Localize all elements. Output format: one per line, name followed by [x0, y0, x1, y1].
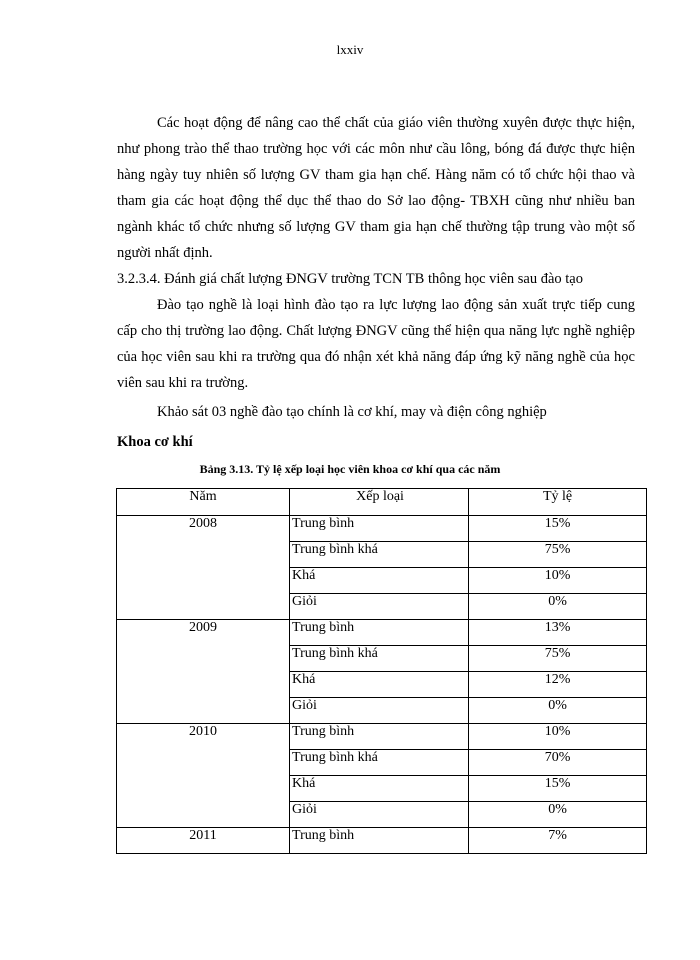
cell-year [117, 802, 290, 828]
cell-rank: Trung bình khá [290, 542, 469, 568]
cell-rank: Trung bình [290, 828, 469, 854]
cell-rate: 10% [469, 568, 647, 594]
cell-year [117, 672, 290, 698]
table-row [117, 750, 647, 776]
cell-year [117, 698, 290, 724]
table-row [117, 724, 647, 750]
cell-year [117, 750, 290, 776]
table-row [117, 828, 647, 854]
grades-table [116, 488, 647, 854]
table-caption: Bảng 3.13. Tỷ lệ xếp loại học viên khoa cơ khí qua các năm [199, 462, 501, 476]
table-row [117, 594, 647, 620]
cell-rate: 15% [469, 516, 647, 542]
header-rank: Xếp loại [290, 489, 469, 516]
paragraph-survey: Khảo sát 03 nghề đào tạo chính là cơ khí, may và điện công nghiệp [157, 404, 547, 420]
cell-rank: Khá [290, 568, 469, 594]
cell-year [117, 568, 290, 594]
table-row [117, 568, 647, 594]
cell-rate: 10% [469, 724, 647, 750]
subsection-heading: 3.2.3.4. Đánh giá chất lượng ĐNGV trường TCN TB thông học viên sau đào tạo [117, 271, 583, 287]
table-row [117, 802, 647, 828]
cell-year [117, 646, 290, 672]
header-rate: Tỷ lệ [469, 489, 647, 516]
table-row [117, 516, 647, 542]
cell-rate: 0% [469, 802, 647, 828]
cell-rank: Trung bình khá [290, 750, 469, 776]
cell-rank: Giỏi [290, 802, 469, 828]
table-row [117, 620, 647, 646]
paragraph-teacher-fitness: Các hoạt động để nâng cao thể chất của giáo viên thường xuyên được thực hiện, như phong trào thể thao trường học với các môn như cầu lông, bóng đá được thực hiện hàng ngày tuy nhiên số lượng GV tham gia hạn chế. Hàng năm có tổ chức hội thao và tham gia các hoạt động thể dục thể thao do Sở lao động- TBXH cũng như nhiều ban ngành khác tổ chức nhưng số lượng GV tham gia hạn chế thường tập trung vào một số người nhất định. [117, 115, 635, 261]
cell-rate: 12% [469, 672, 647, 698]
cell-year [117, 594, 290, 620]
paragraph-vocational-training: Đào tạo nghề là loại hình đào tạo ra lực lượng lao động sản xuất trực tiếp cung cấp cho thị trường lao động. Chất lượng ĐNGV cũng thể hiện qua năng lực nghề nghiệp của học viên sau khi ra trường qua đó nhận xét khả năng đáp ứng kỹ năng nghề của học viên sau khi ra trường. [117, 297, 635, 391]
table-row [117, 542, 647, 568]
cell-year [117, 776, 290, 802]
cell-rate: 7% [469, 828, 647, 854]
cell-rank: Khá [290, 672, 469, 698]
cell-rank: Trung bình [290, 724, 469, 750]
cell-year [117, 542, 290, 568]
cell-rank: Trung bình khá [290, 646, 469, 672]
cell-rank: Trung bình [290, 516, 469, 542]
cell-year: 2009 [117, 620, 290, 646]
cell-year: 2010 [117, 724, 290, 750]
cell-rate: 15% [469, 776, 647, 802]
table-row [117, 698, 647, 724]
cell-rank: Giỏi [290, 594, 469, 620]
cell-rank: Trung bình [290, 620, 469, 646]
page-number: lxxiv [336, 42, 364, 57]
table-header-row [117, 489, 647, 516]
cell-rate: 0% [469, 594, 647, 620]
cell-rate: 75% [469, 542, 647, 568]
cell-year: 2011 [117, 828, 290, 854]
cell-rate: 70% [469, 750, 647, 776]
table-row [117, 672, 647, 698]
table-row [117, 776, 647, 802]
cell-rate: 75% [469, 646, 647, 672]
table-row [117, 646, 647, 672]
cell-year: 2008 [117, 516, 290, 542]
header-year: Năm [117, 489, 290, 516]
cell-rate: 0% [469, 698, 647, 724]
cell-rank: Khá [290, 776, 469, 802]
cell-rank: Giỏi [290, 698, 469, 724]
cell-rate: 13% [469, 620, 647, 646]
section-heading: Khoa cơ khí [117, 434, 193, 450]
